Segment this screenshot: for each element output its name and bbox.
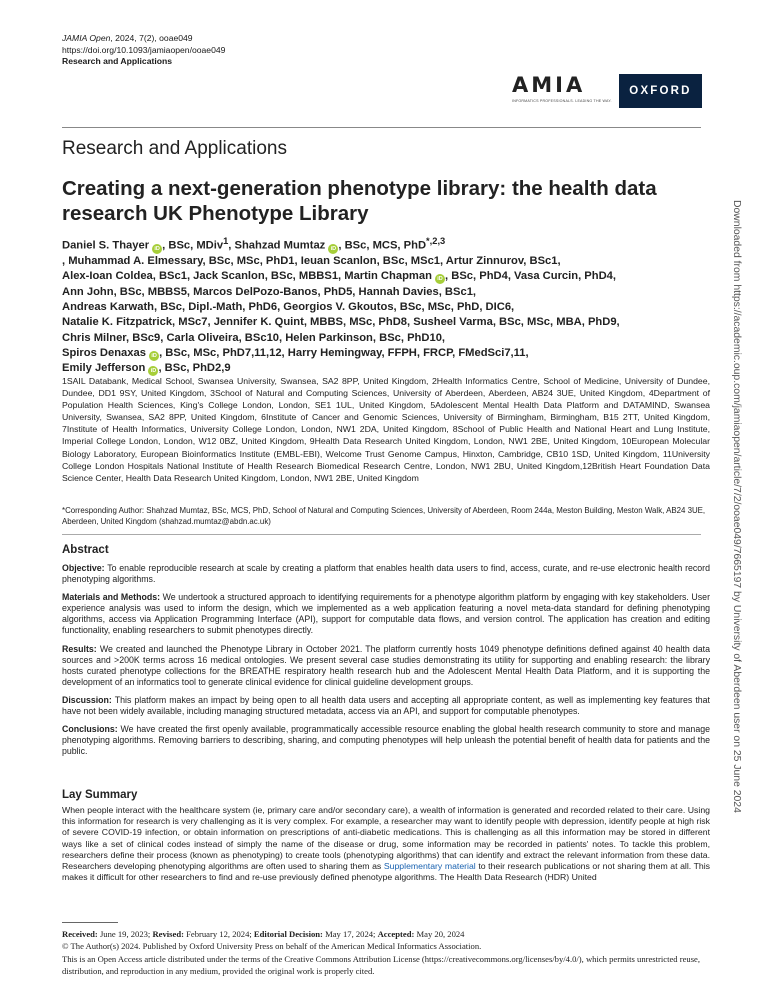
- abstract-results: Results: We created and launched the Phenotype Library in October 2021. The platform currently hosts 1049 phenotype definitions defined against 40 health data sources and >200K terms across 16 medical ontologies. We present several case studies demonstrating its utility for supporting and enabling research: the library hosts curated phenotype collections for the BREATHE respiratory health research hub and the Adolescent Mental Health Data Platform, and it is supporting the development of an informatics tool to generate clinical evidence for clinical guideline development groups.: [62, 643, 710, 687]
- lay-summary-body: When people interact with the healthcare system (ie, primary care and/or secondary care), a wealth of information is generated and recorded related to their care. Using this information for research is very challenging as it is very complex. For example, a researcher may want to identify people with depression, identify people at high risk of severe COVID-19 infection, or obtain information on prescriptions of anti-diabetic medications. This is challenging as all this information may be stored in different ways like a set of clinical codes instead of simply the name of the disease or drug, some information may be recorded in patients' notes. To tackle this problem, researchers define their process (known as phenotyping) to create tools (phenotyping algorithms) that can identify and extract the relevant information from these data. Researchers developing phenotyping algorithms are often used to sharing them as Supplementary material to their research publications or not sharing them at all. This makes it difficult for other researchers to find and re-use previously defined phenotype algorithms. The Health Data Research (HDR) United: [62, 805, 710, 883]
- download-watermark: Downloaded from https://academic.oup.com/jamiaopen/article/7/2/ooae049/7665197 by University of Aberdeen user on 25 June 2024: [731, 200, 742, 813]
- author-line-9: Emily Jefferson iD , BSc, PhD2,9: [62, 362, 231, 375]
- doi-link[interactable]: https://doi.org/10.1093/jamiaopen/ooae049: [62, 44, 226, 55]
- footer-license: This is an Open Access article distributed under the terms of the Creative Commons Attribution License (https://creativecommons.org/licenses/by/4.0/), which permits unrestricted reuse, distribution, and reproduction in any medium, provided the original work is properly cited.: [62, 953, 701, 976]
- amia-tagline: INFORMATICS PROFESSIONALS. LEADING THE WAY.: [512, 99, 612, 103]
- author-line-6: Natalie K. Fitzpatrick, MSc7, Jennifer K. Quint, MBBS, MSc, PhD8, Susheel Varma, BSc, MSc, MBA, PhD9,: [62, 316, 620, 329]
- article-title: Creating a next-generation phenotype library: the health data research UK Phenotype Library: [62, 177, 657, 225]
- footer-dates: Received: June 19, 2023; Revised: February 12, 2024; Editorial Decision: May 17, 2024; Accepted: May 20, 2024: [62, 929, 465, 939]
- author-line-8: Spiros Denaxas iD , BSc, MSc, PhD7,11,12, Harry Hemingway, FFPH, FRCP, FMedSci7,11,: [62, 346, 529, 359]
- author-line-3: Alex-Ioan Coldea, BSc1, Jack Scanlon, BSc, MBBS1, Martin Chapman iD , BSc, PhD4, Vasa Curcin, PhD4,: [62, 270, 617, 283]
- footer: [62, 928, 710, 977]
- footer-copyright: © The Author(s) 2024. Published by Oxford University Press on behalf of the American Medical Informatics Association.: [62, 941, 482, 952]
- oxford-logo: OXFORD: [619, 74, 702, 108]
- orcid-icon[interactable]: iD: [152, 244, 162, 254]
- orcid-icon[interactable]: iD: [149, 351, 159, 361]
- author-line-2: , Muhammad A. Elmessary, BSc, MSc, PhD1, Ieuan Scanlon, BSc, MSc1, Artur Zinnurov, BSc1,: [62, 255, 561, 268]
- author-line-1: Daniel S. Thayer iD , BSc, MDiv$^1$, Shahzad Mumtaz iD , BSc, MCS, PhD$^{*,2,3}$: [62, 236, 446, 252]
- header-divider: [62, 127, 701, 128]
- abstract-objective: Objective: To enable reproducible research at scale by creating a platform that enables health data users to find, access, curate, and re-use electronic health record phenotyping algorithms.: [62, 563, 710, 585]
- orcid-icon[interactable]: iD: [435, 274, 445, 284]
- affiliations: 1SAIL Databank, Medical School, Swansea University, Swansea, SA2 8PP, United Kingdom, 2Health Informatics Centre, School of Medicine, University of Dundee, Dundee, DD1 9SY, United Kingdom, 3School of Natural and Computing Sciences, University of Aberdeen, Aberdeen, AB24 3UE, United Kingdom, 4Department of Population Health Sciences, King's College London, London, SE1 1UL, United Kingdom, 5Adolescent Mental Health Data Platform and DATAMIND, Swansea University, Swansea, SA2 8PP, United Kingdom, 6Institute of Cancer and Genomic Sciences, University of Birmingham, Birmingham, B15 2TT, United Kingdom, 7Institute of Health Informatics, University College London, London, NW1 2DA, United Kingdom, 8School of Public Health and National Heart and Lung Institute, Imperial College London, London, W12 0BZ, United Kingdom, 9Health Data Research United Kingdom, London, NW1 2BE, United Kingdom, 10European Molecular Biology Laboratory, European Bioinformatics Institute (EMBL-EBI), Welcome Trust Genome Campus, Hinxton, Cambridge, CB10 1SD, United Kingdom, 11University College London Hospitals National Institute of Health Research Biomedical Research Centre, London, NW1 2BU, United Kingdom,12British Heart Foundation Data Science Center, Health Data Research United Kingdom, London, NW1 2BE, United Kingdom: [62, 376, 710, 483]
- footer-divider: [62, 922, 118, 923]
- citation-volume: , 2024, 7(2), ooae049: [110, 33, 193, 43]
- journal-meta: [62, 33, 225, 68]
- abstract-divider: [62, 534, 701, 535]
- lay-summary-heading: Lay Summary: [62, 789, 138, 801]
- section-tag: Research and Applications: [62, 56, 172, 66]
- supplementary-material-link[interactable]: Supplementary material: [383, 861, 476, 872]
- publisher-logos: [512, 74, 702, 108]
- abstract-heading: Abstract: [62, 544, 109, 556]
- abstract-body: [62, 563, 710, 764]
- abstract-methods: Materials and Methods: We undertook a structured approach to identifying requirements for a phenotype algorithm platform by engaging with key stakeholders. User experience analysis was used to inform the design, which we implemented as a web application featuring a novel meta-data standard for defining phenotyping algorithms, access via Application Programming Interface (API), support for computable data flows, and version control. The application has creation and editing functionality, enabling researchers to submit phenotypes directly.: [62, 592, 711, 636]
- journal-name: JAMIA Open: [62, 33, 111, 43]
- author-line-4: Ann John, BSc, MBBS5, Marcos DelPozo-Banos, PhD5, Hannah Davies, BSc1,: [62, 285, 477, 298]
- author-line-5: Andreas Karwath, BSc, Dipl.-Math, PhD6, Georgios V. Gkoutos, BSc, MSc, PhD, DIC6,: [62, 300, 515, 313]
- amia-logo: [512, 74, 610, 108]
- corresponding-author: *Corresponding Author: Shahzad Mumtaz, BSc, MCS, PhD, School of Natural and Computing Sciences, University of Aberdeen, Room 244a, Meston Building, Meston Walk, AB24 3UE, Aberdeen, United Kingdom (shahzad.mumtaz@abdn.ac.uk): [62, 506, 706, 526]
- section-title: Research and Applications: [62, 138, 287, 159]
- orcid-icon[interactable]: iD: [148, 366, 158, 376]
- abstract-conclusions: Conclusions: We have created the first openly available, programmatically accessible resource enabling the global health research community to store and manage phenotyping algorithms. Removing barriers to describing, sharing, and computing phenotypes will help unleash the potential benefit of health data for patients and the public.: [62, 724, 710, 757]
- orcid-icon[interactable]: iD: [328, 244, 338, 254]
- author-list: [62, 234, 712, 376]
- abstract-discussion: Discussion: This platform makes an impact by being open to all health data users and accepting all appropriate content, as well as implementing key features that have not been widely available, including managing structured metadata, access via an API, and support for computable phenotypes.: [62, 694, 710, 717]
- journal-citation: [62, 33, 225, 45]
- author-line-7: Chris Milner, BSc9, Carla Oliveira, BSc10, Helen Parkinson, BSc, PhD10,: [62, 331, 446, 344]
- amia-wordmark: AMIA: [512, 73, 586, 97]
